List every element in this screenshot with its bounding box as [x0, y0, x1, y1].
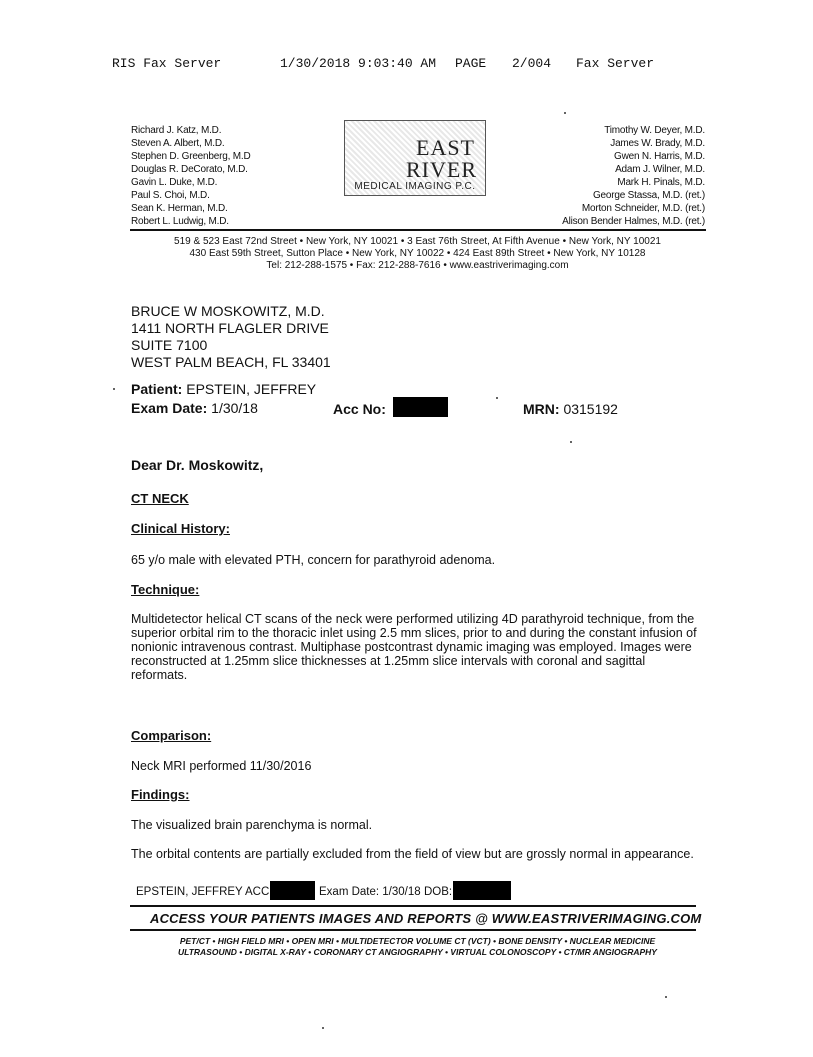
fax-datetime: 1/30/2018 9:03:40 AM — [280, 56, 437, 71]
doctor-name: George Stassa, M.D. (ret.) — [592, 190, 705, 201]
scan-speck — [665, 996, 667, 998]
scan-speck — [564, 112, 566, 114]
scan-speck — [496, 397, 498, 399]
acc-label: Acc No: — [333, 401, 386, 417]
doctor-name: James W. Brady, M.D. — [610, 138, 705, 149]
doctor-name: Gavin L. Duke, M.D. — [131, 177, 218, 188]
technique-line: Multidetector helical CT scans of the neck were performed utilizing 4D parathyroid technique, from the — [131, 612, 695, 626]
fax-sender: RIS Fax Server — [112, 56, 222, 71]
exam-title: CT NECK — [131, 491, 189, 506]
footer-divider-bottom — [130, 929, 696, 931]
patient-name: EPSTEIN, JEFFREY — [186, 381, 317, 397]
patient-label: Patient: — [131, 381, 183, 397]
mrn-row — [523, 401, 618, 417]
doctor-name: Robert L. Ludwig, M.D. — [131, 216, 229, 227]
doctor-name: Sean K. Herman, M.D. — [131, 203, 228, 214]
fax-page-label: PAGE — [455, 56, 487, 71]
contact-line: Tel: 212-288-1575 • Fax: 212-288-7616 • www.eastriverimaging.com — [266, 260, 569, 271]
comparison-heading: Comparison: — [131, 728, 212, 743]
technique-line: reconstructed at 1.25mm slice thicknesses at 1.25mm slice intervals with coronal and sagittal — [131, 654, 646, 668]
finding-item: The orbital contents are partially excluded from the field of view but are grossly normal in appearance. — [131, 847, 694, 861]
technique-line: superior orbital rim to the thoracic inlet using 2.5 mm slices, prior to and during the constant infusion of — [131, 626, 697, 640]
footer-acc-label: ACC — [245, 886, 270, 898]
doctor-name: Gwen N. Harris, M.D. — [613, 151, 705, 162]
fax-page-number: 2/004 — [512, 56, 552, 71]
doctor-name: Steven A. Albert, M.D. — [131, 138, 225, 149]
doctor-name: Mark H. Pinals, M.D. — [617, 177, 705, 188]
footer-dob-label: DOB: — [424, 886, 453, 898]
technique-heading: Technique: — [131, 582, 200, 597]
redaction-block — [393, 397, 448, 417]
findings-heading: Findings: — [131, 787, 190, 802]
east-river-logo — [344, 120, 486, 196]
redaction-block — [453, 881, 511, 900]
mrn-value: 0315192 — [563, 401, 618, 417]
footer-modalities-line: ULTRASOUND • DIGITAL X-RAY • CORONARY CT ANGIOGRAPHY • VIRTUAL COLONOSCOPY • CT/MR ANGIOGRAPHY — [178, 947, 657, 957]
technique-line: reformats. — [131, 668, 188, 682]
doctor-name: Richard J. Katz, M.D. — [131, 125, 222, 136]
recipient-address — [131, 303, 331, 371]
technique-paragraph — [131, 612, 697, 682]
redaction-block — [270, 881, 315, 900]
recipient-name: BRUCE W MOSKOWITZ, M.D. — [131, 303, 325, 319]
letterhead-divider — [130, 229, 706, 231]
doctor-name: Paul S. Choi, M.D. — [131, 190, 210, 201]
address-line: 519 & 523 East 72nd Street • New York, NY 10021 • 3 East 76th Street, At Fifth Avenue • New York, NY 10021 — [174, 236, 661, 247]
clinical-history-heading: Clinical History: — [131, 521, 230, 536]
exam-date-value: 1/30/18 — [211, 400, 258, 416]
recipient-suite: SUITE 7100 — [131, 337, 208, 353]
scan-speck — [113, 388, 115, 390]
left-doctor-list — [131, 124, 251, 228]
footer-divider-top — [130, 905, 696, 907]
scan-speck — [322, 1027, 324, 1029]
salutation: Dear Dr. Moskowitz, — [131, 457, 264, 473]
doctor-name: Stephen D. Greenberg, M.D — [131, 151, 251, 162]
logo-text-medical-imaging: MEDICAL IMAGING P.C. — [354, 181, 476, 192]
comparison-text: Neck MRI performed 11/30/2016 — [131, 759, 312, 773]
fax-receiver: Fax Server — [576, 56, 655, 71]
right-doctor-list — [562, 124, 705, 228]
recipient-street: 1411 NORTH FLAGLER DRIVE — [131, 320, 329, 336]
doctor-name: Adam J. Wilner, M.D. — [615, 164, 705, 175]
mrn-label: MRN: — [523, 401, 560, 417]
doctor-name: Alison Bender Halmes, M.D. (ret.) — [562, 216, 705, 227]
scan-speck — [570, 441, 572, 443]
clinical-history-text: 65 y/o male with elevated PTH, concern for parathyroid adenoma. — [131, 553, 496, 567]
footer-access-line: ACCESS YOUR PATIENTS IMAGES AND REPORTS @ WWW.EASTRIVERIMAGING.COM — [150, 911, 702, 926]
exam-date-row — [131, 400, 258, 416]
footer-patient-name: EPSTEIN, JEFFREY — [136, 886, 243, 898]
patient-row — [131, 381, 316, 397]
logo-text-river: RIVER — [406, 157, 477, 182]
logo-text-east: EAST — [416, 135, 475, 160]
finding-item: The visualized brain parenchyma is normal. — [131, 818, 373, 832]
doctor-name: Morton Schneider, M.D. (ret.) — [581, 203, 705, 214]
technique-line: nonionic intravenous contrast. Multiphase postcontrast dynamic imaging was employed. Images were — [131, 640, 692, 654]
footer-modalities-line: PET/CT • HIGH FIELD MRI • OPEN MRI • MULTIDETECTOR VOLUME CT (VCT) • BONE DENSITY • NUCLEAR MEDICINE — [179, 936, 656, 946]
address-line: 430 East 59th Street, Sutton Place • New York, NY 10022 • 424 East 89th Street • New York, NY 10128 — [189, 248, 646, 259]
recipient-city: WEST PALM BEACH, FL 33401 — [131, 354, 331, 370]
doctor-name: Douglas R. DeCorato, M.D. — [131, 164, 248, 175]
footer-exam-date: Exam Date: 1/30/18 — [319, 886, 421, 898]
exam-date-label: Exam Date: — [131, 400, 208, 416]
doctor-name: Timothy W. Deyer, M.D. — [604, 125, 705, 136]
